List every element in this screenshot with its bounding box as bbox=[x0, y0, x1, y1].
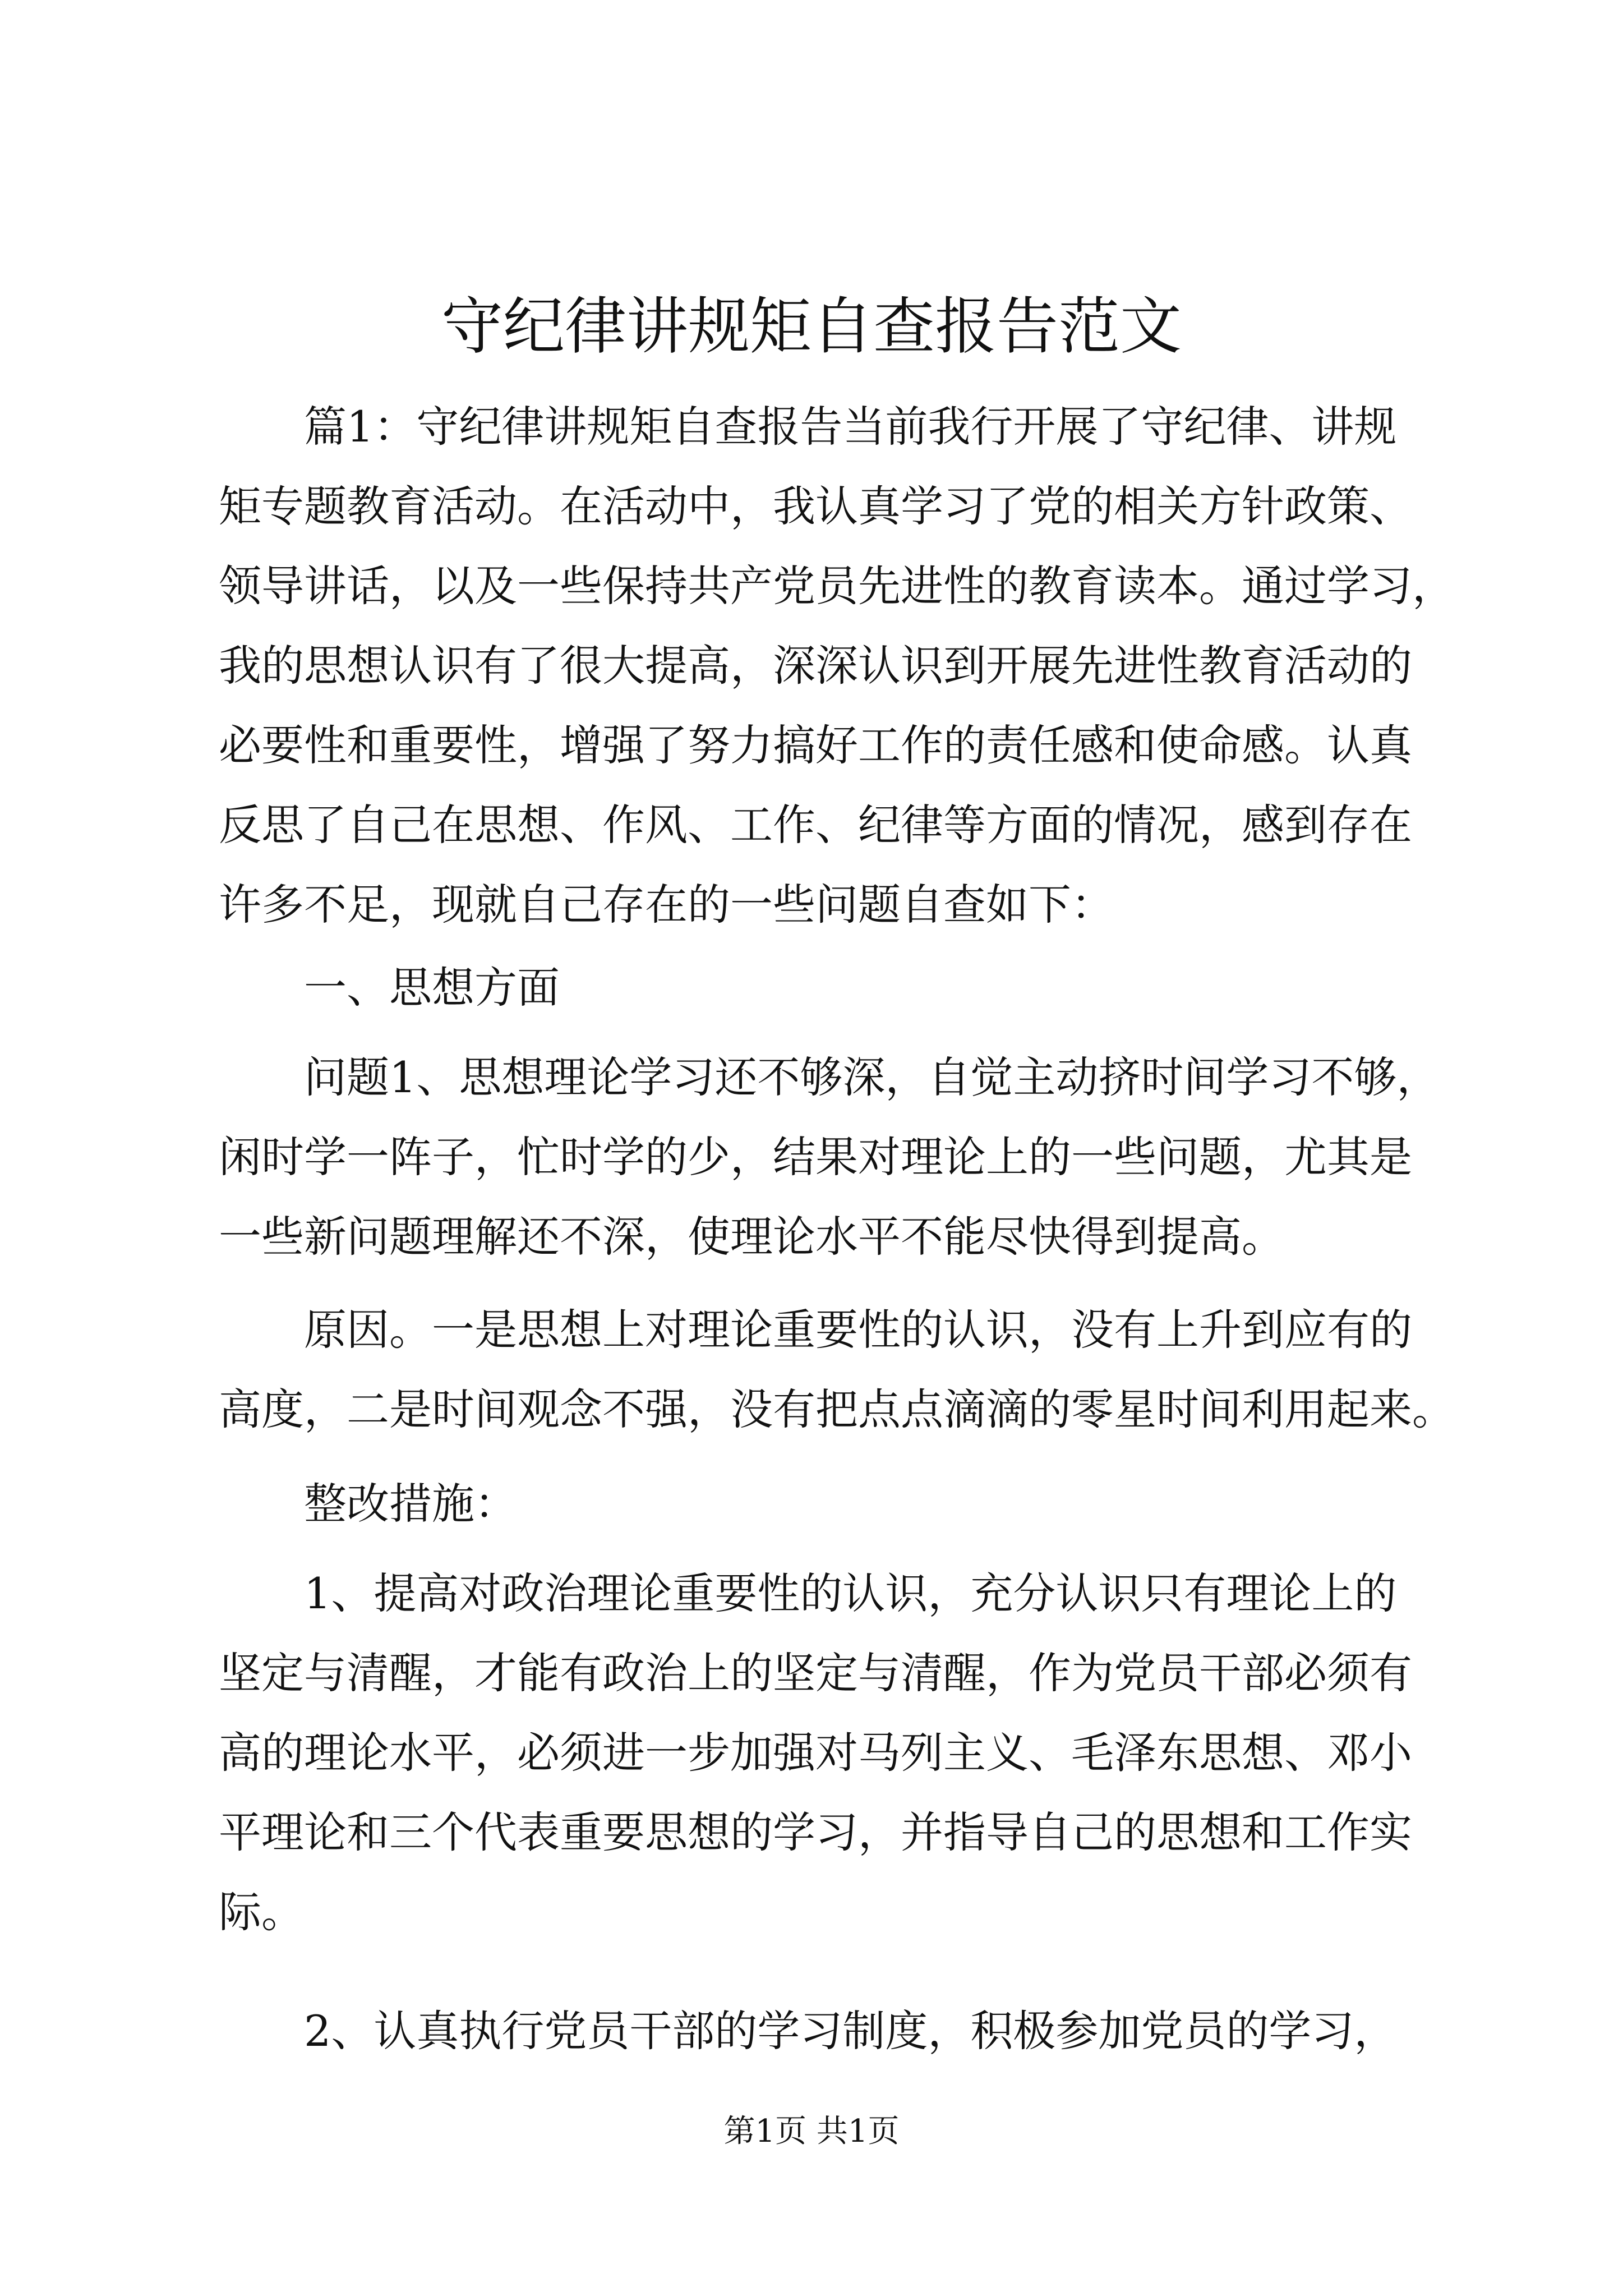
paragraph-line: 问题1、思想理论学习还不够深，自觉主动挤时间学习不够， bbox=[304, 1052, 1440, 1102]
section-heading-text: 一、思想方面 bbox=[304, 963, 560, 1013]
paragraph-line: 矩专题教育活动。在活动中，我认真学习了党的相关方针政策、 bbox=[219, 481, 1412, 531]
paragraph-cause bbox=[219, 1290, 1455, 1450]
paragraph-intro bbox=[219, 387, 1455, 945]
paragraph-line: 2、认真执行党员干部的学习制度，积极参加党员的学习， bbox=[304, 2006, 1397, 2056]
paragraph-line: 我的思想认识有了很大提高，深深认识到开展先进性教育活动的 bbox=[219, 641, 1412, 691]
paragraph-problem bbox=[219, 1038, 1440, 1277]
paragraph-line: 闲时学一阵子，忙时学的少，结果对理论上的一些问题，尤其是 bbox=[219, 1132, 1412, 1182]
paragraph-line: 必要性和重要性，增强了努力搞好工作的责任感和使命感。认真 bbox=[219, 720, 1412, 770]
paragraph-line: 原因。一是思想上对理论重要性的认识，没有上升到应有的 bbox=[304, 1305, 1412, 1355]
paragraph-line: 许多不足，现就自己存在的一些问题自查如下： bbox=[219, 880, 1114, 930]
paragraph-line: 一些新问题理解还不深，使理论水平不能尽快得到提高。 bbox=[219, 1212, 1284, 1262]
document-title: 守纪律讲规矩自查报告范文 bbox=[441, 291, 1182, 362]
paragraph-measure-1 bbox=[219, 1554, 1430, 1952]
paragraph-line: 高的理论水平，必须进一步加强对马列主义、毛泽东思想、邓小 bbox=[219, 1728, 1412, 1778]
measures-heading-text: 整改措施： bbox=[304, 1479, 517, 1529]
paragraph-line: 篇1：守纪律讲规矩自查报告当前我行开展了守纪律、讲规 bbox=[304, 402, 1397, 452]
paragraph-measure-2 bbox=[219, 1991, 1430, 2071]
paragraph-line: 坚定与清醒，才能有政治上的坚定与清醒，作为党员干部必须有 bbox=[219, 1648, 1412, 1698]
paragraph-line: 际。 bbox=[219, 1887, 304, 1937]
section-heading bbox=[219, 948, 1430, 1028]
paragraph-line: 领导讲话，以及一些保持共产党员先进性的教育读本。通过学习， bbox=[219, 561, 1455, 611]
measures-heading bbox=[219, 1464, 1430, 1544]
paragraph-line: 高度，二是时间观念不强，没有把点点滴滴的零星时间利用起来。 bbox=[219, 1384, 1455, 1434]
paragraph-line: 反思了自己在思想、作风、工作、纪律等方面的情况，感到存在 bbox=[219, 800, 1412, 850]
page-footer: 第1页 共1页 bbox=[723, 2113, 900, 2150]
paragraph-line: 1、提高对政治理论重要性的认识，充分认识只有理论上的 bbox=[304, 1568, 1397, 1618]
paragraph-line: 平理论和三个代表重要思想的学习，并指导自己的思想和工作实 bbox=[219, 1807, 1412, 1857]
